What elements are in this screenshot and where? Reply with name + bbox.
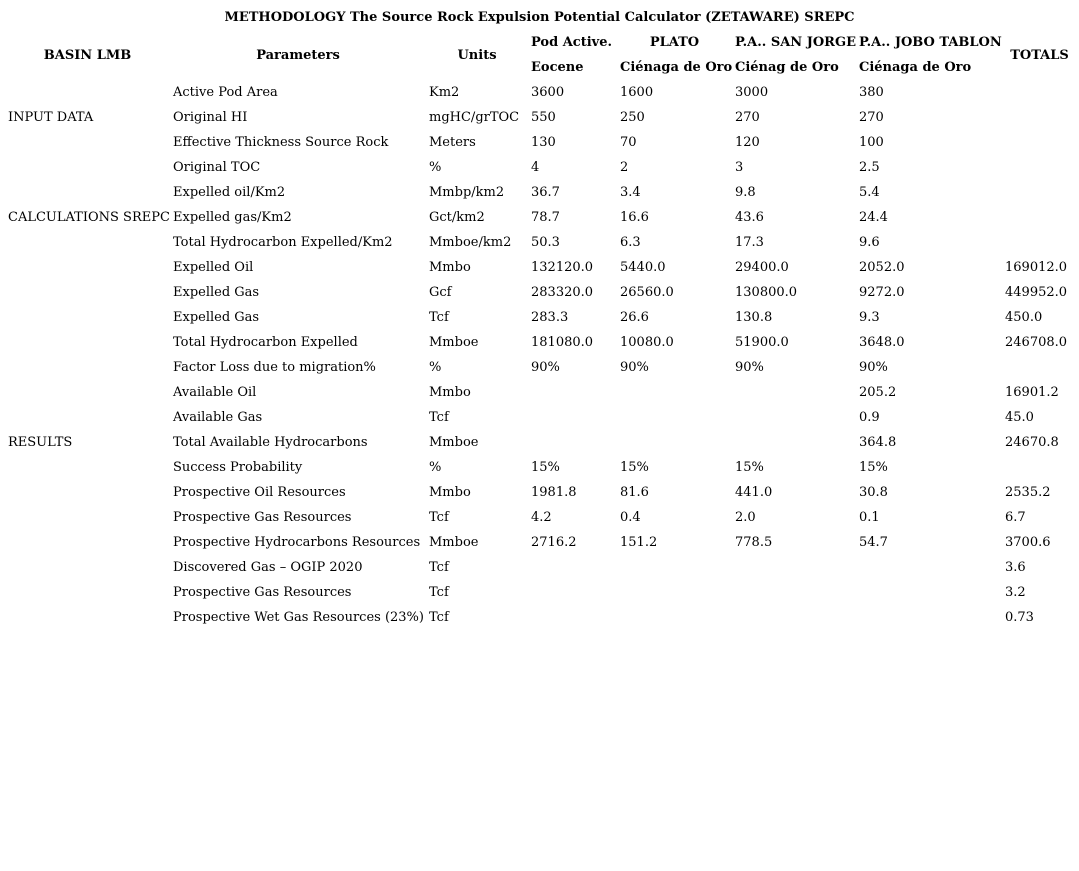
unit-cell: Mmboe xyxy=(429,335,479,350)
pod-value-cell: 90% xyxy=(859,360,888,375)
table-row xyxy=(5,505,1077,530)
table-row xyxy=(5,130,1077,155)
pod-name-header: PLATO xyxy=(649,35,700,50)
table-row xyxy=(5,155,1077,180)
table-row xyxy=(5,580,1077,605)
pod-value-cell: 283.3 xyxy=(531,310,569,325)
parameter-cell: Expelled oil/Km2 xyxy=(173,185,286,200)
units-header: Units xyxy=(457,47,497,63)
pod-name-header: P.A.. JOBO TABLON xyxy=(859,35,1002,50)
pod-value-cell: 3600 xyxy=(531,85,565,100)
pod-formation-header: Ciénag de Oro xyxy=(735,60,839,75)
pod-value-cell: 2.0 xyxy=(735,510,756,525)
parameter-cell: Expelled gas/Km2 xyxy=(173,210,292,225)
parameter-cell: Active Pod Area xyxy=(173,85,278,100)
parameter-cell: Expelled Oil xyxy=(173,260,254,275)
pod-value-cell: 51900.0 xyxy=(735,335,789,350)
total-cell: 450.0 xyxy=(1005,310,1043,325)
table-row xyxy=(5,205,1077,230)
pod-value-cell: 120 xyxy=(735,135,760,150)
pod-value-cell: 70 xyxy=(620,135,637,150)
pod-value-cell: 54.7 xyxy=(859,535,888,550)
section-cell xyxy=(5,330,170,355)
unit-cell: Km2 xyxy=(429,85,460,100)
total-cell: 246708.0 xyxy=(1005,335,1068,350)
pod-value-cell: 81.6 xyxy=(620,485,649,500)
pod-value-cell xyxy=(617,380,732,405)
unit-cell: Mmbp/km2 xyxy=(429,185,505,200)
pod-value-cell: 270 xyxy=(859,110,884,125)
unit-cell: Mmbo xyxy=(429,260,471,275)
pod-value-cell: 26560.0 xyxy=(620,285,674,300)
pod-value-cell: 4 xyxy=(531,160,540,175)
parameter-cell: Available Gas xyxy=(173,410,263,425)
unit-cell: % xyxy=(429,160,442,175)
pod-value-cell: 50.3 xyxy=(531,235,560,250)
total-cell: 3.6 xyxy=(1005,560,1026,575)
table-row xyxy=(5,480,1077,505)
pod-value-cell: 151.2 xyxy=(620,535,658,550)
pod-value-cell xyxy=(617,605,732,630)
pod-value-cell xyxy=(732,555,856,580)
unit-cell: Tcf xyxy=(429,610,449,625)
section-cell xyxy=(5,305,170,330)
section-cell xyxy=(5,505,170,530)
pod-value-cell: 250 xyxy=(620,110,645,125)
table-row xyxy=(5,105,1077,130)
page-title: METHODOLOGY The Source Rock Expulsion Potential Calculator (ZETAWARE) SREPC xyxy=(224,10,855,25)
pod-value-cell: 5.4 xyxy=(859,185,880,200)
pod-value-cell: 1600 xyxy=(620,85,654,100)
total-cell: 6.7 xyxy=(1005,510,1026,525)
table-row xyxy=(5,80,1077,105)
pod-value-cell: 283320.0 xyxy=(531,285,594,300)
table-body xyxy=(5,80,1077,630)
unit-cell: % xyxy=(429,460,442,475)
pod-value-cell: 3648.0 xyxy=(859,335,905,350)
table-row xyxy=(5,280,1077,305)
pod-value-cell: 0.9 xyxy=(859,410,880,425)
parameter-cell: Factor Loss due to migration% xyxy=(173,360,376,375)
pod-value-cell: 3 xyxy=(735,160,744,175)
table-row xyxy=(5,255,1077,280)
pod-value-cell: 181080.0 xyxy=(531,335,594,350)
parameter-cell: Prospective Wet Gas Resources (23%) xyxy=(173,610,424,625)
basin-header: BASIN LMB xyxy=(43,47,132,63)
total-cell: 0.73 xyxy=(1005,610,1034,625)
parameter-cell: Total Hydrocarbon Expelled xyxy=(173,335,358,350)
pod-value-cell xyxy=(528,430,617,455)
pod-formation-header: Eocene xyxy=(531,60,584,75)
section-cell xyxy=(5,605,170,630)
table-row xyxy=(5,305,1077,330)
totals-header: TOTALS xyxy=(1010,47,1069,63)
total-cell xyxy=(1002,180,1077,205)
pod-value-cell: 130.8 xyxy=(735,310,773,325)
unit-cell: Tcf xyxy=(429,560,449,575)
pod-value-cell: 9272.0 xyxy=(859,285,905,300)
section-cell xyxy=(5,255,170,280)
section-cell xyxy=(5,155,170,180)
section-cell xyxy=(5,80,170,105)
pod-value-cell: 90% xyxy=(735,360,764,375)
pod-value-cell: 270 xyxy=(735,110,760,125)
pod-value-cell: 1981.8 xyxy=(531,485,577,500)
header-row-1 xyxy=(5,30,1077,55)
total-cell: 16901.2 xyxy=(1005,385,1059,400)
unit-cell: Mmbo xyxy=(429,385,471,400)
parameter-cell: Total Hydrocarbon Expelled/Km2 xyxy=(173,235,393,250)
pod-value-cell xyxy=(856,555,1002,580)
pod-value-cell xyxy=(732,580,856,605)
pod-value-cell: 380 xyxy=(859,85,884,100)
unit-cell: Tcf xyxy=(429,410,449,425)
pod-formation-header: Ciénaga de Oro xyxy=(859,60,972,75)
pod-value-cell: 550 xyxy=(531,110,556,125)
parameter-cell: Available Oil xyxy=(173,385,257,400)
pod-value-cell: 130800.0 xyxy=(735,285,798,300)
parameter-cell: Prospective Gas Resources xyxy=(173,510,352,525)
unit-cell: Gcf xyxy=(429,285,452,300)
pod-value-cell: 132120.0 xyxy=(531,260,594,275)
pod-value-cell: 0.1 xyxy=(859,510,880,525)
unit-cell: mgHC/grTOC xyxy=(429,110,520,125)
pod-value-cell: 364.8 xyxy=(859,435,897,450)
table-row xyxy=(5,605,1077,630)
total-cell xyxy=(1002,155,1077,180)
pod-value-cell: 16.6 xyxy=(620,210,649,225)
table-row xyxy=(5,530,1077,555)
unit-cell: Mmbo xyxy=(429,485,471,500)
pod-value-cell xyxy=(528,405,617,430)
pod-value-cell xyxy=(732,380,856,405)
pod-value-cell xyxy=(856,605,1002,630)
pod-value-cell: 9.6 xyxy=(859,235,880,250)
section-label: RESULTS xyxy=(8,435,73,450)
table-row xyxy=(5,430,1077,455)
unit-cell: Mmboe xyxy=(429,535,479,550)
pod-value-cell: 2716.2 xyxy=(531,535,577,550)
total-cell xyxy=(1002,130,1077,155)
total-cell xyxy=(1002,105,1077,130)
pod-value-cell: 24.4 xyxy=(859,210,888,225)
pod-value-cell: 36.7 xyxy=(531,185,560,200)
unit-cell: Meters xyxy=(429,135,476,150)
pod-value-cell: 78.7 xyxy=(531,210,560,225)
pod-value-cell: 5440.0 xyxy=(620,260,666,275)
pod-value-cell: 26.6 xyxy=(620,310,649,325)
table-row xyxy=(5,405,1077,430)
pod-value-cell: 90% xyxy=(531,360,560,375)
pod-value-cell: 10080.0 xyxy=(620,335,674,350)
pod-value-cell: 0.4 xyxy=(620,510,641,525)
pod-name-header: Pod Active. xyxy=(531,35,613,50)
pod-value-cell xyxy=(528,580,617,605)
pod-value-cell xyxy=(617,580,732,605)
parameter-cell: Total Available Hydrocarbons xyxy=(173,435,368,450)
pod-value-cell: 17.3 xyxy=(735,235,764,250)
section-cell xyxy=(5,580,170,605)
unit-cell: Mmboe xyxy=(429,435,479,450)
pod-value-cell xyxy=(732,605,856,630)
total-cell: 449952.0 xyxy=(1005,285,1068,300)
unit-cell: Gct/km2 xyxy=(429,210,485,225)
total-cell: 45.0 xyxy=(1005,410,1034,425)
pod-value-cell xyxy=(732,430,856,455)
pod-value-cell: 2 xyxy=(620,160,629,175)
pod-value-cell: 15% xyxy=(859,460,888,475)
table-header xyxy=(5,30,1077,80)
section-cell xyxy=(5,180,170,205)
total-cell: 3700.6 xyxy=(1005,535,1051,550)
section-label: INPUT DATA xyxy=(8,110,94,125)
total-cell: 24670.8 xyxy=(1005,435,1059,450)
unit-cell: % xyxy=(429,360,442,375)
pod-value-cell: 3000 xyxy=(735,85,769,100)
unit-cell: Tcf xyxy=(429,510,449,525)
parameter-cell: Original TOC xyxy=(173,160,261,175)
parameter-cell: Success Probability xyxy=(173,460,303,475)
pod-value-cell xyxy=(617,430,732,455)
section-cell xyxy=(5,355,170,380)
section-cell xyxy=(5,130,170,155)
pod-value-cell xyxy=(528,380,617,405)
total-cell xyxy=(1002,80,1077,105)
total-cell: 2535.2 xyxy=(1005,485,1051,500)
pod-value-cell: 441.0 xyxy=(735,485,773,500)
total-cell xyxy=(1002,205,1077,230)
pod-value-cell: 778.5 xyxy=(735,535,773,550)
section-cell xyxy=(5,405,170,430)
pod-value-cell: 9.8 xyxy=(735,185,756,200)
section-cell xyxy=(5,230,170,255)
parameter-cell: Prospective Gas Resources xyxy=(173,585,352,600)
unit-cell: Tcf xyxy=(429,585,449,600)
total-cell xyxy=(1002,355,1077,380)
pod-value-cell: 2.5 xyxy=(859,160,880,175)
parameter-cell: Effective Thickness Source Rock xyxy=(173,135,389,150)
pod-value-cell xyxy=(732,405,856,430)
total-cell: 3.2 xyxy=(1005,585,1026,600)
parameter-cell: Prospective Hydrocarbons Resources xyxy=(173,535,421,550)
pod-value-cell: 15% xyxy=(531,460,560,475)
srepc-table xyxy=(5,30,1077,630)
section-cell xyxy=(5,480,170,505)
pod-value-cell xyxy=(856,580,1002,605)
section-cell xyxy=(5,530,170,555)
pod-value-cell: 205.2 xyxy=(859,385,897,400)
pod-value-cell xyxy=(617,405,732,430)
pod-value-cell: 90% xyxy=(620,360,649,375)
pod-value-cell: 15% xyxy=(735,460,764,475)
pod-value-cell: 43.6 xyxy=(735,210,764,225)
pod-value-cell: 3.4 xyxy=(620,185,641,200)
pod-value-cell: 29400.0 xyxy=(735,260,789,275)
parameter-cell: Expelled Gas xyxy=(173,310,260,325)
section-cell xyxy=(5,380,170,405)
parameter-cell: Expelled Gas xyxy=(173,285,260,300)
pod-value-cell: 130 xyxy=(531,135,556,150)
table-row xyxy=(5,230,1077,255)
section-cell xyxy=(5,555,170,580)
pod-value-cell xyxy=(528,605,617,630)
parameter-cell: Original HI xyxy=(173,110,248,125)
table-row xyxy=(5,180,1077,205)
table-row xyxy=(5,455,1077,480)
parameter-cell: Discovered Gas – OGIP 2020 xyxy=(173,560,363,575)
section-label: CALCULATIONS SREPC xyxy=(8,210,170,225)
parameter-cell: Prospective Oil Resources xyxy=(173,485,346,500)
pod-value-cell: 30.8 xyxy=(859,485,888,500)
pod-value-cell xyxy=(528,555,617,580)
table-row xyxy=(5,380,1077,405)
parameters-header: Parameters xyxy=(256,47,340,63)
section-cell xyxy=(5,280,170,305)
table-row xyxy=(5,555,1077,580)
unit-cell: Mmboe/km2 xyxy=(429,235,512,250)
section-cell xyxy=(5,455,170,480)
unit-cell: Tcf xyxy=(429,310,449,325)
pod-value-cell: 2052.0 xyxy=(859,260,905,275)
pod-value-cell: 100 xyxy=(859,135,884,150)
table-row xyxy=(5,355,1077,380)
table-row xyxy=(5,330,1077,355)
total-cell xyxy=(1002,230,1077,255)
pod-formation-header: Ciénaga de Oro xyxy=(620,60,732,75)
total-cell: 169012.0 xyxy=(1005,260,1068,275)
pod-value-cell: 6.3 xyxy=(620,235,641,250)
pod-value-cell: 15% xyxy=(620,460,649,475)
pod-name-header: P.A.. SAN JORGE xyxy=(735,35,856,50)
total-cell xyxy=(1002,455,1077,480)
pod-value-cell xyxy=(617,555,732,580)
pod-value-cell: 9.3 xyxy=(859,310,880,325)
pod-value-cell: 4.2 xyxy=(531,510,552,525)
